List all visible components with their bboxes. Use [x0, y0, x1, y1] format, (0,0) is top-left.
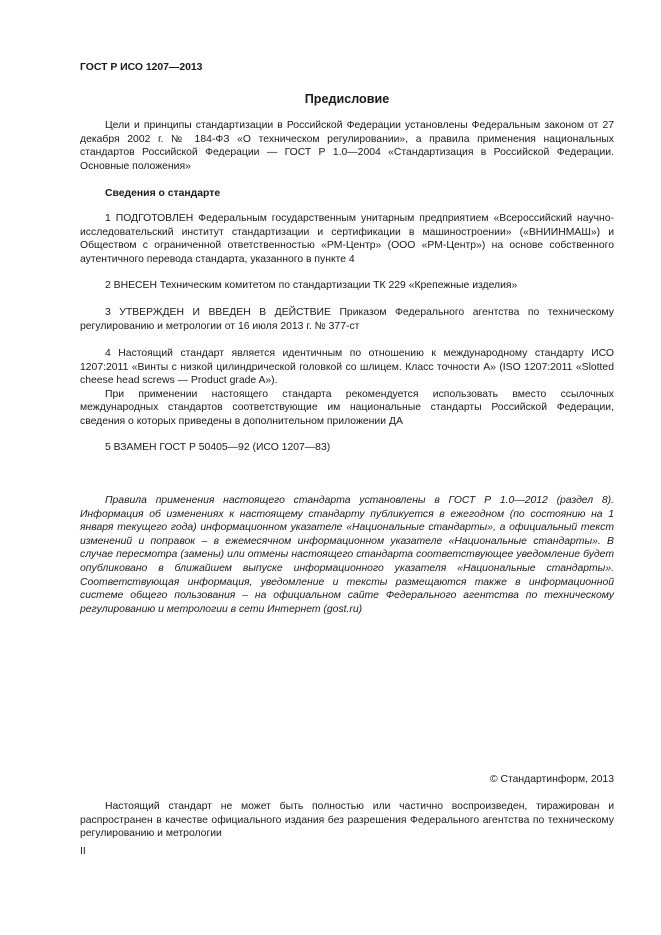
- item-2-text: 2 ВНЕСЕН Техническим комитетом по стандартизации ТК 229 «Крепежные изделия»: [105, 280, 518, 291]
- item-3: [80, 306, 614, 333]
- info-heading: Сведения о стандарте: [105, 188, 221, 199]
- notice-block: [80, 494, 614, 616]
- info-heading-block: [80, 187, 614, 201]
- item-4: [80, 347, 614, 429]
- item-1: [80, 212, 614, 266]
- copyright: © Стандартинформ, 2013: [489, 774, 614, 785]
- item-5: [80, 441, 614, 455]
- reproduction-notice: [80, 800, 614, 841]
- item-1-text: 1 ПОДГОТОВЛЕН Федеральным государственным унитарным предприятием «Всероссийский научно-исследовательский институт стандартизации и сертификации в машиностроении» («ВНИИНМАШ») и Обществом с ограниченной ответственностью «РМ-Центр» (ООО «РМ-Центр») на основе собственного аутентичного перевода стандарта, указанного в пункте 4: [80, 213, 614, 265]
- notice-text: Правила применения настоящего стандарта установлены в ГОСТ Р 1.0—2012 (раздел 8). Информация об изменениях к настоящему стандарту публикуется в ежегодном (по состоянию на 1 января текущего года) информационном указателе «Национальные стандарты», а официальный текст изменений и поправок – в ежемесячном информационном указателе «Национальные стандарты». В случае пересмотра (замены) или отмены настоящего стандарта соответствующее уведомление будет опубликовано в ближайшем выпуске информационного указателя «Национальные стандарты». Соответствующая информация, уведомление и тексты размещаются также в информационной системе общего пользования – на официальном сайте Федерального агентства по техническому регулированию и метрологии в сети Интернет (gost.ru): [80, 495, 614, 615]
- intro-text: Цели и принципы стандартизации в Российской Федерации установлены Федеральным законом от 27 декабря 2002 г. № 184-ФЗ «О техническом регулировании», а правила применения национальных стандартов Российской Федерации — ГОСТ Р 1.0—2004 «Стандартизация в Российской Федерации. Основные положения»: [80, 120, 614, 172]
- document-code-header: ГОСТ Р ИСО 1207—2013: [80, 62, 203, 73]
- page-title: Предисловие: [304, 92, 390, 106]
- item-4-text: 4 Настоящий стандарт является идентичным по отношению к международному стандарту ИСО 1207:2011 «Винты с низкой цилиндрической головкой со шлицем. Класс точности А» (ISO 1207:2011 «Slotted cheese head screws — Product grade A»).: [80, 348, 614, 387]
- item-3-text: 3 УТВЕРЖДЕН И ВВЕДЕН В ДЕЙСТВИЕ Приказом Федерального агентства по техническому регулированию и метрологии от 16 июля 2013 г. № 377-ст: [80, 307, 614, 332]
- page-number: II: [80, 846, 86, 857]
- item-4-note: При применении настоящего стандарта рекомендуется использовать вместо ссылочных международных стандартов соответствующие им национальные стандарты Российской Федерации, сведения о которых приведены в дополнительном приложении ДА: [80, 388, 614, 427]
- item-2: [80, 279, 614, 293]
- reproduction-text: Настоящий стандарт не может быть полностью или частично воспроизведен, тиражирован и распространен в качестве официального издания без разрешения Федерального агентства по техническому регулированию и метрологии: [80, 801, 614, 840]
- intro-paragraph: [80, 119, 614, 173]
- item-5-text: 5 ВЗАМЕН ГОСТ Р 50405—92 (ИСО 1207—83): [105, 442, 331, 453]
